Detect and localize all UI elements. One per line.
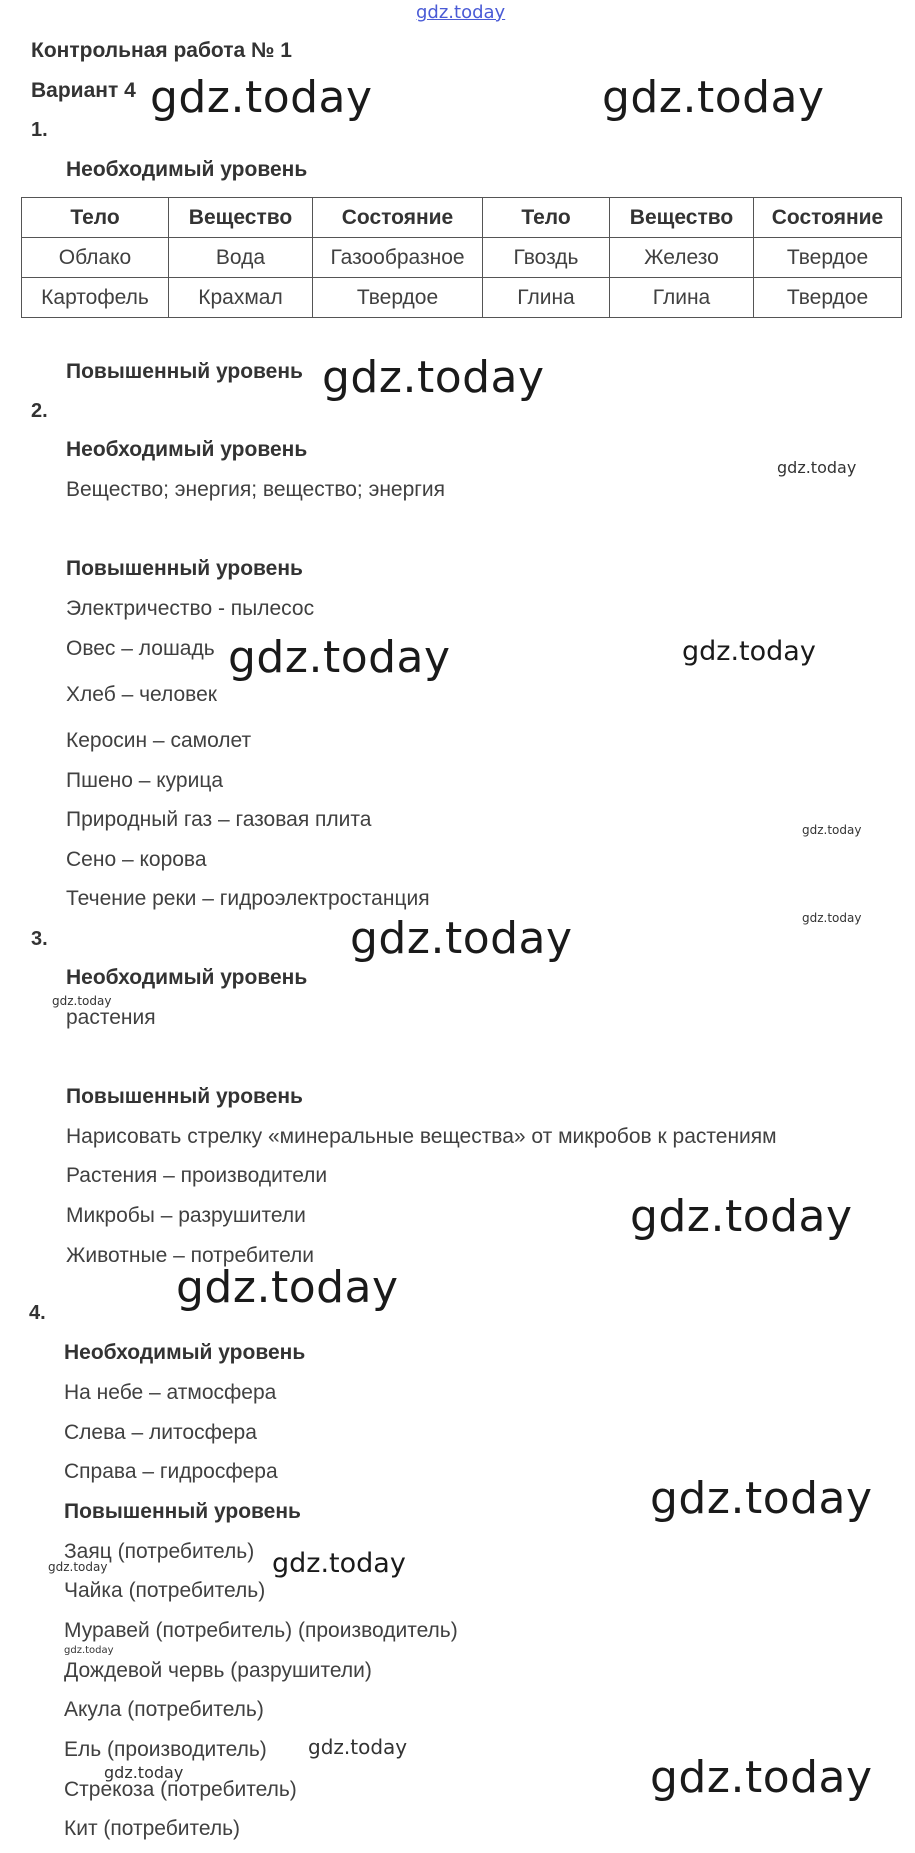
table-header-cell: Тело [483, 198, 610, 238]
table-header-cell: Вещество [169, 198, 313, 238]
watermark: gdz.today [64, 1645, 114, 1656]
list-item: Течение реки – гидроэлектростанция [66, 887, 430, 910]
table-header-row [22, 198, 902, 238]
watermark: gdz.today [682, 636, 816, 667]
watermark: gdz.today [777, 458, 857, 477]
section-4-advanced-heading: Повышенный уровень [64, 1500, 301, 1523]
table-row [22, 238, 902, 278]
section-3-advanced-heading: Повышенный уровень [66, 1085, 303, 1108]
list-item: Кит (потребитель) [64, 1817, 241, 1840]
watermark: gdz.today [802, 823, 862, 837]
table-cell: Облако [22, 238, 169, 278]
table-header-cell: Тело [22, 198, 169, 238]
list-item: Слева – литосфера [64, 1421, 257, 1444]
substances-table [21, 197, 902, 318]
table-cell: Твердое [754, 238, 902, 278]
section-2-required-heading: Необходимый уровень [66, 438, 308, 461]
section-3-required-text: растения [66, 1006, 156, 1029]
section-1-advanced-heading: Повышенный уровень [66, 360, 303, 383]
section-4-required-heading: Необходимый уровень [64, 1341, 306, 1364]
watermark: gdz.today [802, 911, 862, 925]
table-row [22, 278, 902, 318]
table-cell: Глина [483, 278, 610, 318]
list-item: Муравей (потребитель) (производитель) [64, 1619, 458, 1642]
section-3-number: 3. [31, 928, 48, 950]
list-item: Овес – лошадь [66, 637, 215, 660]
list-item: Ель (производитель) [64, 1738, 267, 1761]
section-1-required-heading: Необходимый уровень [66, 158, 308, 181]
list-item: Микробы – разрушители [66, 1204, 306, 1227]
watermark: gdz.today [150, 72, 373, 123]
section-2-required-text: Вещество; энергия; вещество; энергия [66, 478, 446, 501]
section-4-number: 4. [29, 1302, 46, 1324]
list-item: Хлеб – человек [66, 683, 217, 706]
watermark: gdz.today [630, 1191, 853, 1242]
page-title: Контрольная работа № 1 [31, 39, 292, 62]
table-cell: Железо [610, 238, 754, 278]
watermark: gdz.today [272, 1548, 406, 1579]
list-item: Природный газ – газовая плита [66, 808, 372, 831]
table-header-cell: Состояние [313, 198, 483, 238]
table-header-cell: Вещество [610, 198, 754, 238]
list-item: Акула (потребитель) [64, 1698, 264, 1721]
watermark: gdz.today [350, 913, 573, 964]
watermark: gdz.today [416, 2, 506, 23]
section-2-number: 2. [31, 400, 48, 422]
table-cell: Гвоздь [483, 238, 610, 278]
table-cell: Глина [610, 278, 754, 318]
table-header-cell: Состояние [754, 198, 902, 238]
watermark: gdz.today [228, 632, 451, 683]
watermark: gdz.today [52, 994, 112, 1008]
table-cell: Твердое [754, 278, 902, 318]
watermark: gdz.today [176, 1262, 399, 1313]
list-item: Чайка (потребитель) [64, 1579, 266, 1602]
section-1-number: 1. [31, 119, 48, 141]
list-item: Справа – гидросфера [64, 1460, 278, 1483]
watermark: gdz.today [602, 72, 825, 123]
watermark: gdz.today [48, 1560, 108, 1574]
list-item: Керосин – самолет [66, 729, 252, 752]
list-item: На небе – атмосфера [64, 1381, 277, 1404]
list-item: Животные – потребители [66, 1244, 315, 1267]
list-item: Нарисовать стрелку «минеральные вещества» от микробов к растениям [66, 1125, 777, 1148]
table-cell: Крахмал [169, 278, 313, 318]
list-item: Дождевой червь (разрушители) [64, 1659, 372, 1682]
list-item: Пшено – курица [66, 769, 224, 792]
table-cell: Газообразное [313, 238, 483, 278]
list-item: Электричество - пылесос [66, 597, 315, 620]
watermark: gdz.today [650, 1473, 873, 1524]
watermark: gdz.today [650, 1752, 873, 1803]
table-cell: Вода [169, 238, 313, 278]
section-3-required-heading: Необходимый уровень [66, 966, 308, 989]
list-item: Стрекоза (потребитель) [64, 1778, 297, 1801]
list-item: Сено – корова [66, 848, 207, 871]
variant-label: Вариант 4 [31, 79, 136, 102]
watermark: gdz.today [322, 352, 545, 403]
table-cell: Картофель [22, 278, 169, 318]
watermark: gdz.today [104, 1763, 184, 1782]
table-cell: Твердое [313, 278, 483, 318]
watermark: gdz.today [308, 1735, 408, 1759]
section-2-advanced-heading: Повышенный уровень [66, 557, 303, 580]
list-item: Заяц (потребитель) [64, 1540, 255, 1563]
list-item: Растения – производители [66, 1164, 328, 1187]
